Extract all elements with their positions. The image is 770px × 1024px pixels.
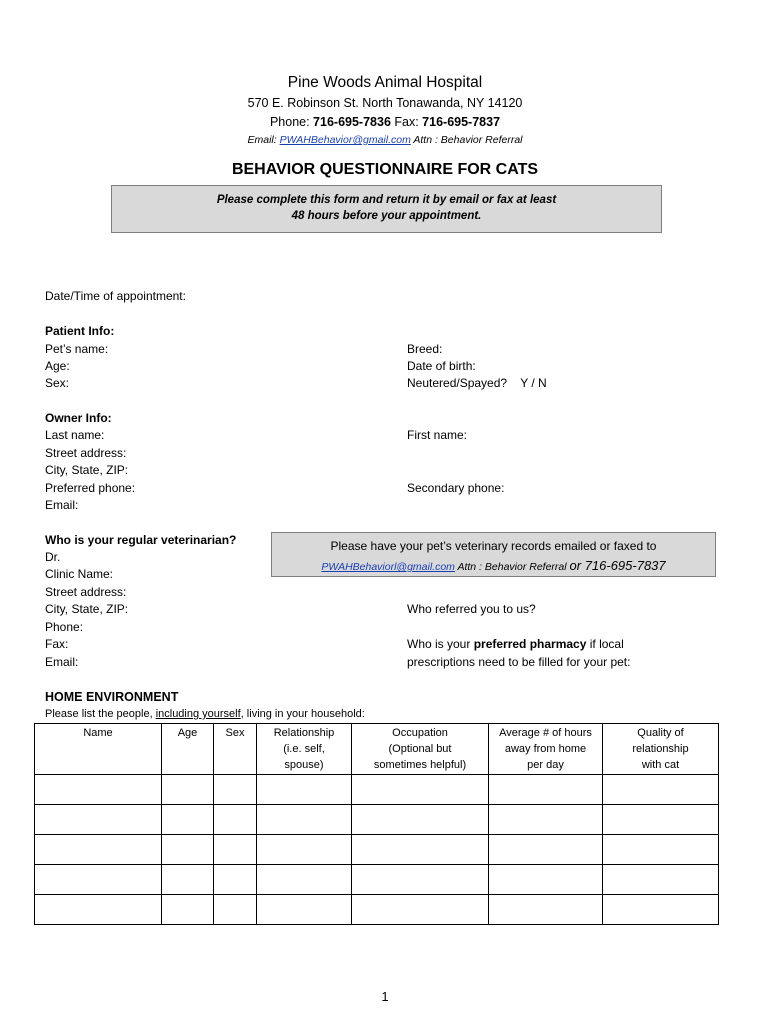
pet-name-label: Pet’s name: <box>45 342 109 356</box>
household-cell[interactable] <box>352 805 489 835</box>
household-cell[interactable] <box>162 865 214 895</box>
hospital-email-line <box>0 134 770 146</box>
owner-heading: Owner Info: <box>45 411 112 425</box>
records-line-1: Please have your pet’s veterinary records emailed or faxed to <box>330 539 657 553</box>
household-cell[interactable] <box>489 835 603 865</box>
clinic-name-label: Clinic Name: <box>45 567 114 581</box>
household-cell[interactable] <box>214 865 257 895</box>
owner-city-label: City, State, ZIP: <box>45 463 129 477</box>
household-cell[interactable] <box>162 895 214 925</box>
column-header-line: Sex <box>225 727 245 739</box>
household-cell[interactable] <box>603 835 719 865</box>
column-header-line: Quality of <box>637 727 684 739</box>
household-cell[interactable] <box>603 805 719 835</box>
household-cell[interactable] <box>162 805 214 835</box>
household-column-header <box>352 724 489 775</box>
column-header-line: Average # of hours <box>499 727 592 739</box>
pharmacy-line-2: prescriptions need to be filled for your pet: <box>407 655 631 669</box>
household-cell[interactable] <box>489 865 603 895</box>
email-link[interactable]: PWAHBehavior@gmail.com <box>279 134 411 146</box>
records-email-link[interactable]: PWAHBehaviorl@gmail.com <box>321 561 455 573</box>
owner-email-label: Email: <box>45 498 79 512</box>
household-cell[interactable] <box>352 865 489 895</box>
household-column-header <box>257 724 352 775</box>
neutered-label: Neutered/Spayed? Y / N <box>407 376 547 390</box>
vet-phone-label: Phone: <box>45 620 84 634</box>
phone-number: 716-695-7836 <box>313 115 391 129</box>
patient-heading: Patient Info: <box>45 324 115 338</box>
household-cell[interactable] <box>214 775 257 805</box>
household-cell[interactable] <box>257 805 352 835</box>
phone-label: Phone: <box>269 115 314 129</box>
household-cell[interactable] <box>214 895 257 925</box>
household-cell[interactable] <box>162 775 214 805</box>
household-column-header <box>489 724 603 775</box>
household-row <box>35 775 719 805</box>
sex-label: Sex: <box>45 376 70 390</box>
household-cell[interactable] <box>162 835 214 865</box>
column-header-line: relationship <box>632 743 689 755</box>
household-row <box>35 865 719 895</box>
household-cell[interactable] <box>352 775 489 805</box>
household-header-row <box>35 724 719 775</box>
vet-fax-label: Fax: <box>45 637 69 651</box>
fax-number: 716-695-7837 <box>422 115 501 129</box>
pharmacy-line-1 <box>407 637 624 651</box>
household-row <box>35 835 719 865</box>
pharmacy-post: if local <box>586 637 624 651</box>
household-table <box>34 723 719 925</box>
column-header-line: per day <box>527 759 564 771</box>
home-instr-post: , living in your household: <box>240 708 365 720</box>
column-header-line: Name <box>83 727 113 739</box>
pharmacy-bold: preferred pharmacy <box>473 637 587 651</box>
household-column-header <box>35 724 162 775</box>
dob-label: Date of birth: <box>407 359 476 373</box>
household-cell[interactable] <box>257 865 352 895</box>
vet-dr-label: Dr. <box>45 550 61 564</box>
household-row <box>35 805 719 835</box>
household-cell[interactable] <box>352 895 489 925</box>
appointment-label: Date/Time of appointment: <box>45 289 186 303</box>
home-instr-underline: including yourself <box>155 708 241 720</box>
column-header-line: with cat <box>641 759 680 771</box>
household-cell[interactable] <box>352 835 489 865</box>
email-label: Email: <box>247 134 280 146</box>
preferred-phone-label: Preferred phone: <box>45 481 136 495</box>
column-header-line: (Optional but <box>388 743 452 755</box>
hospital-phone-fax <box>0 115 770 129</box>
email-attn: Attn : Behavior Referral <box>410 134 523 146</box>
records-fax: 716-695-7837 <box>584 558 666 573</box>
form-title: BEHAVIOR QUESTIONNAIRE FOR CATS <box>231 161 539 178</box>
hospital-name: Pine Woods Animal Hospital <box>287 74 483 91</box>
column-header-line: (i.e. self, <box>283 743 325 755</box>
age-label: Age: <box>45 359 70 373</box>
household-cell[interactable] <box>35 835 162 865</box>
secondary-phone-label: Secondary phone: <box>407 481 505 495</box>
household-cell[interactable] <box>214 835 257 865</box>
household-column-header <box>603 724 719 775</box>
first-name-label: First name: <box>407 428 468 442</box>
household-cell[interactable] <box>489 775 603 805</box>
household-cell[interactable] <box>257 895 352 925</box>
household-cell[interactable] <box>489 895 603 925</box>
column-header-line: Age <box>177 727 198 739</box>
household-cell[interactable] <box>214 805 257 835</box>
notice-box <box>111 185 662 233</box>
page-number: 1 <box>381 989 389 1004</box>
column-header-line: sometimes helpful) <box>373 759 467 771</box>
vet-email-label: Email: <box>45 655 79 669</box>
household-cell[interactable] <box>257 835 352 865</box>
household-cell[interactable] <box>35 895 162 925</box>
home-instr-pre: Please list the people, <box>45 708 156 720</box>
household-column-header <box>162 724 214 775</box>
household-cell[interactable] <box>35 805 162 835</box>
column-header-line: away from home <box>504 743 587 755</box>
notice-line-2: 48 hours before your appointment. <box>291 210 482 222</box>
fax-label: Fax: <box>390 115 423 129</box>
notice-line-1: Please complete this form and return it by email or fax at least <box>216 194 557 206</box>
last-name-label: Last name: <box>45 428 105 442</box>
household-cell[interactable] <box>35 865 162 895</box>
owner-street-label: Street address: <box>45 446 127 460</box>
household-row <box>35 895 719 925</box>
household-column-header <box>214 724 257 775</box>
pharmacy-pre: Who is your <box>407 637 474 651</box>
records-notice-box <box>271 532 716 577</box>
column-header-line: Relationship <box>273 727 335 739</box>
vet-heading: Who is your regular veterinarian? <box>45 533 237 547</box>
breed-label: Breed: <box>407 342 443 356</box>
household-cell[interactable] <box>603 895 719 925</box>
referred-label: Who referred you to us? <box>407 602 536 616</box>
vet-city-label: City, State, ZIP: <box>45 602 129 616</box>
vet-street-label: Street address: <box>45 585 127 599</box>
household-cell[interactable] <box>603 775 719 805</box>
records-attn: Attn : Behavior Referral <box>454 561 570 573</box>
household-cell[interactable] <box>257 775 352 805</box>
household-cell[interactable] <box>603 865 719 895</box>
household-cell[interactable] <box>489 805 603 835</box>
column-header-line: spouse) <box>284 759 324 771</box>
household-cell[interactable] <box>35 775 162 805</box>
hospital-address: 570 E. Robinson St. North Tonawanda, NY 14120 <box>247 96 523 110</box>
records-or: or <box>569 558 585 573</box>
column-header-line: Occupation <box>392 727 448 739</box>
home-heading: HOME ENVIRONMENT <box>45 690 179 704</box>
records-line-2 <box>272 556 715 577</box>
home-instructions <box>45 708 365 720</box>
